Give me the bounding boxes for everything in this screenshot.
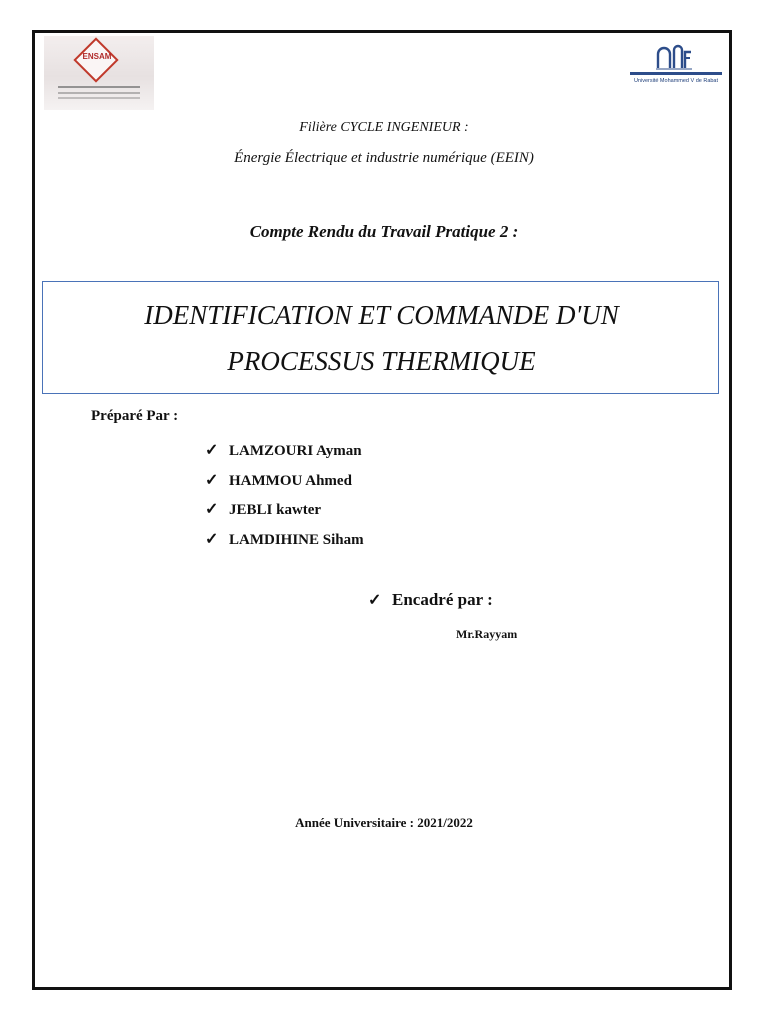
compte-rendu-title: Compte Rendu du Travail Pratique 2 : <box>249 222 519 241</box>
title-line-2: PROCESSUS THERMIQUE <box>227 346 536 376</box>
logo-caption-line <box>58 92 140 94</box>
supervised-by-label <box>368 590 493 610</box>
logo-arabic-line <box>58 86 140 88</box>
university-logo <box>626 44 726 92</box>
author-item <box>205 499 364 529</box>
author-name: HAMMOU Ahmed <box>229 472 352 489</box>
logo-caption-line <box>58 97 140 99</box>
author-name: LAMDIHINE Siham <box>229 531 364 548</box>
author-name: JEBLI kawter <box>229 502 322 518</box>
university-building-icon <box>654 44 694 70</box>
page-frame <box>32 30 732 990</box>
author-item <box>205 470 364 500</box>
university-caption: Université Mohammed V de Rabat <box>633 78 719 84</box>
university-arabic-caption <box>630 72 722 75</box>
title-box <box>42 281 719 394</box>
checkmark-icon: ✓ <box>205 501 219 518</box>
title-line-1: IDENTIFICATION ET COMMANDE D'UN <box>144 300 619 330</box>
checkmark-icon: ✓ <box>368 592 382 609</box>
ensam-logo <box>44 36 154 110</box>
author-item <box>205 529 364 559</box>
specialite-line: Énergie Électrique et industrie numérique (EEIN) <box>234 150 534 166</box>
author-item <box>205 440 364 470</box>
author-name: LAMZOURI Ayman <box>229 443 362 459</box>
ensam-logo-text: ENSAM <box>82 52 112 61</box>
checkmark-icon: ✓ <box>205 442 219 459</box>
supervisor-name: Mr.Rayyam <box>456 627 518 641</box>
checkmark-icon: ✓ <box>205 530 219 548</box>
supervised-by-text: Encadré par : <box>392 590 493 609</box>
author-list <box>205 440 364 558</box>
academic-year: Année Universitaire : 2021/2022 <box>295 815 473 830</box>
checkmark-icon: ✓ <box>205 471 219 489</box>
prepared-by-label: Préparé Par : <box>91 408 179 424</box>
filiere-line: Filière CYCLE INGENIEUR : <box>299 120 469 135</box>
